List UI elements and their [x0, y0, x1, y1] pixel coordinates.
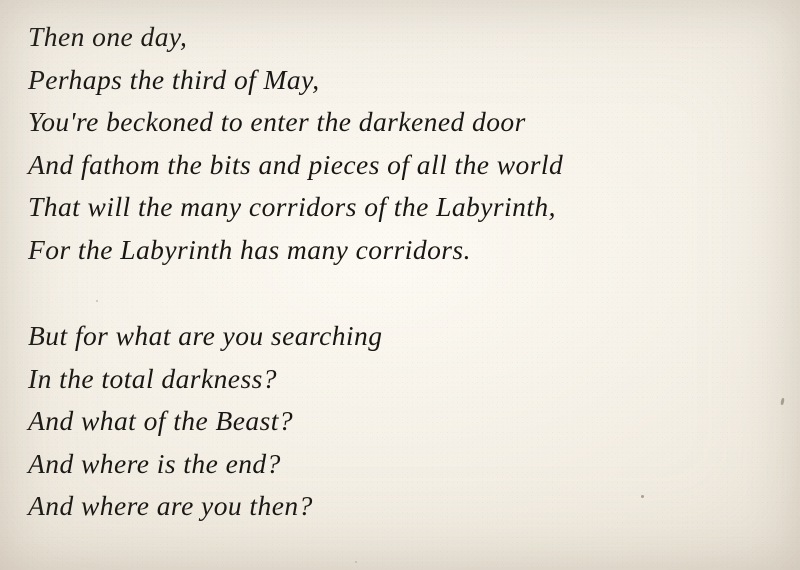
poem-body: [28, 16, 786, 528]
poem-line: That will the many corridors of the Labyrinth,: [28, 191, 556, 222]
poem-line: For the Labyrinth has many corridors.: [28, 233, 471, 265]
ink-speck: [355, 561, 357, 563]
poem-line: And where are you then?: [28, 490, 313, 521]
poem-line: And where is the end?: [28, 447, 281, 479]
poem-stanza: [28, 16, 786, 271]
poem-line: Perhaps the third of May,: [28, 63, 320, 95]
poem-line: And fathom the bits and pieces of all the world: [28, 148, 564, 180]
poem-line: And what of the Beast?: [28, 405, 294, 436]
poem-line: In the total darkness?: [28, 362, 277, 394]
poem-stanza: [28, 315, 786, 528]
poem-line: Then one day,: [28, 21, 188, 52]
poem-line: But for what are you searching: [28, 320, 383, 351]
poem-line: You're beckoned to enter the darkened door: [28, 106, 526, 137]
